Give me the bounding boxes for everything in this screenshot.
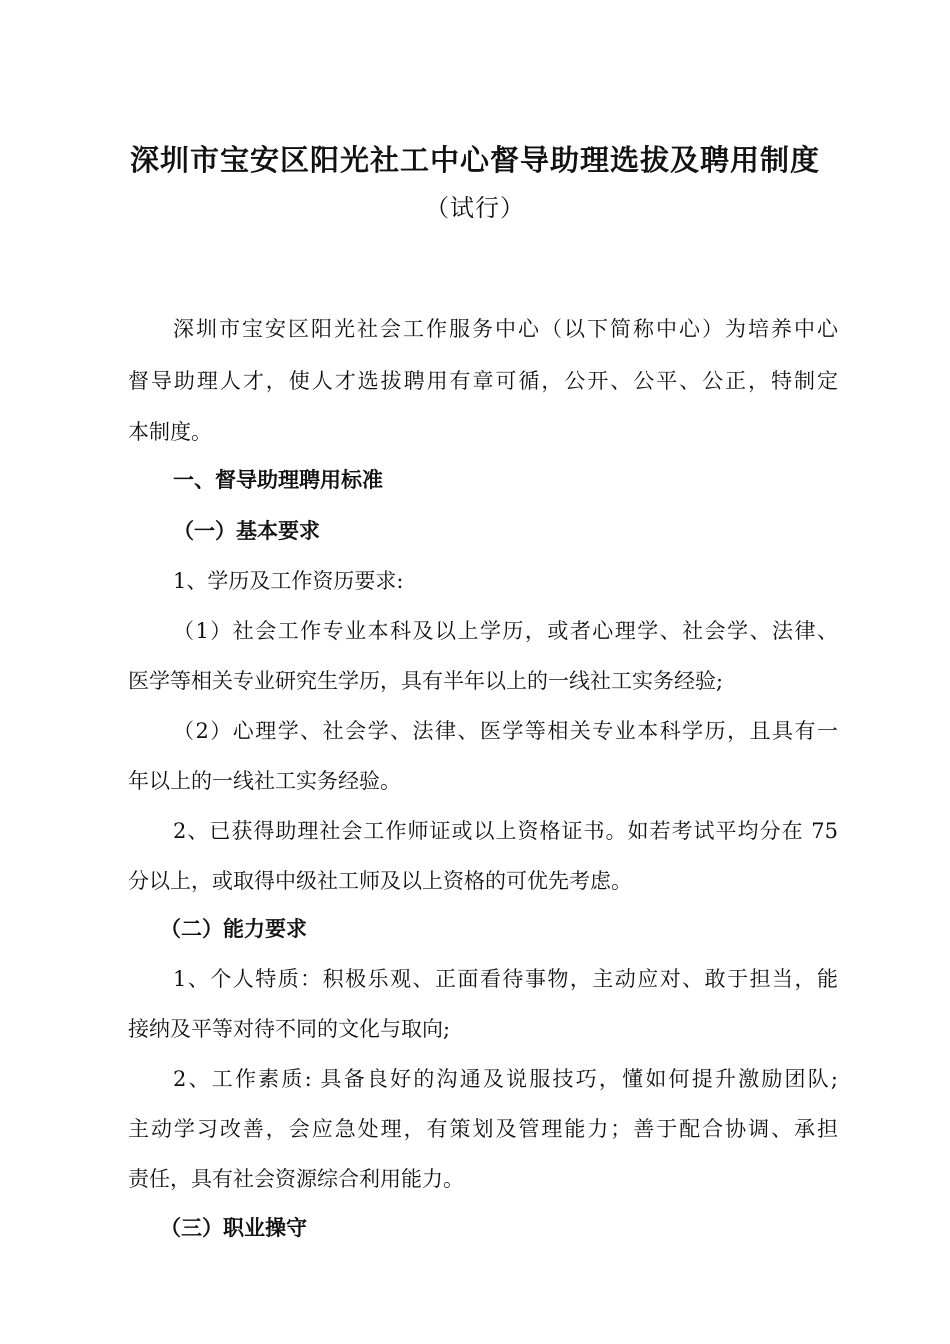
item-2-line-1: 2、已获得助理社会工作师证或以上资格证书。如若考试平均分在 75 xyxy=(173,819,838,843)
intro-line-3: 本制度。 xyxy=(128,420,212,444)
subsection-heading-3: （三）职业操守 xyxy=(160,1216,307,1240)
ability-2-line-3: 责任，具有社会资源综合利用能力。 xyxy=(128,1167,464,1191)
item-2-line-2: 分以上，或取得中级社工师及以上资格的可优先考虑。 xyxy=(128,869,632,893)
item-1-1-line-1: （1）社会工作专业本科及以上学历，或者心理学、社会学、法律、 xyxy=(173,619,838,643)
item-1-1-line-2: 医学等相关专业研究生学历，具有半年以上的一线社工实务经验; xyxy=(128,669,724,693)
document-title: 深圳市宝安区阳光社工中心督导助理选拔及聘用制度 xyxy=(129,143,820,177)
item-1-2-line-1: （2）心理学、社会学、法律、医学等相关专业本科学历，且具有一 xyxy=(173,719,838,743)
ability-1-line-1: 1、个人特质：积极乐观、正面看待事物，主动应对、敢于担当，能 xyxy=(173,967,838,991)
ability-1-line-2: 接纳及平等对待不同的文化与取向; xyxy=(128,1017,451,1041)
ability-2-line-1: 2、工作素质: 具备良好的沟通及说服技巧，懂如何提升激励团队; xyxy=(173,1067,838,1091)
item-1-2-line-2: 年以上的一线社工实务经验。 xyxy=(128,769,401,793)
intro-line-1: 深圳市宝安区阳光社会工作服务中心（以下简称中心）为培养中心 xyxy=(173,317,838,341)
ability-2-line-2: 主动学习改善，会应急处理，有策划及管理能力；善于配合协调、承担 xyxy=(128,1117,838,1141)
section-heading-1: 一、督导助理聘用标准 xyxy=(173,468,383,492)
document-subtitle: （试行） xyxy=(425,194,525,222)
intro-line-2: 督导助理人才，使人才选拔聘用有章可循，公开、公平、公正，特制定 xyxy=(128,369,838,393)
subsection-heading-2: （二）能力要求 xyxy=(160,917,307,941)
item-1: 1、学历及工作资历要求: xyxy=(173,569,404,593)
subsection-heading-1: （一）基本要求 xyxy=(173,519,320,543)
